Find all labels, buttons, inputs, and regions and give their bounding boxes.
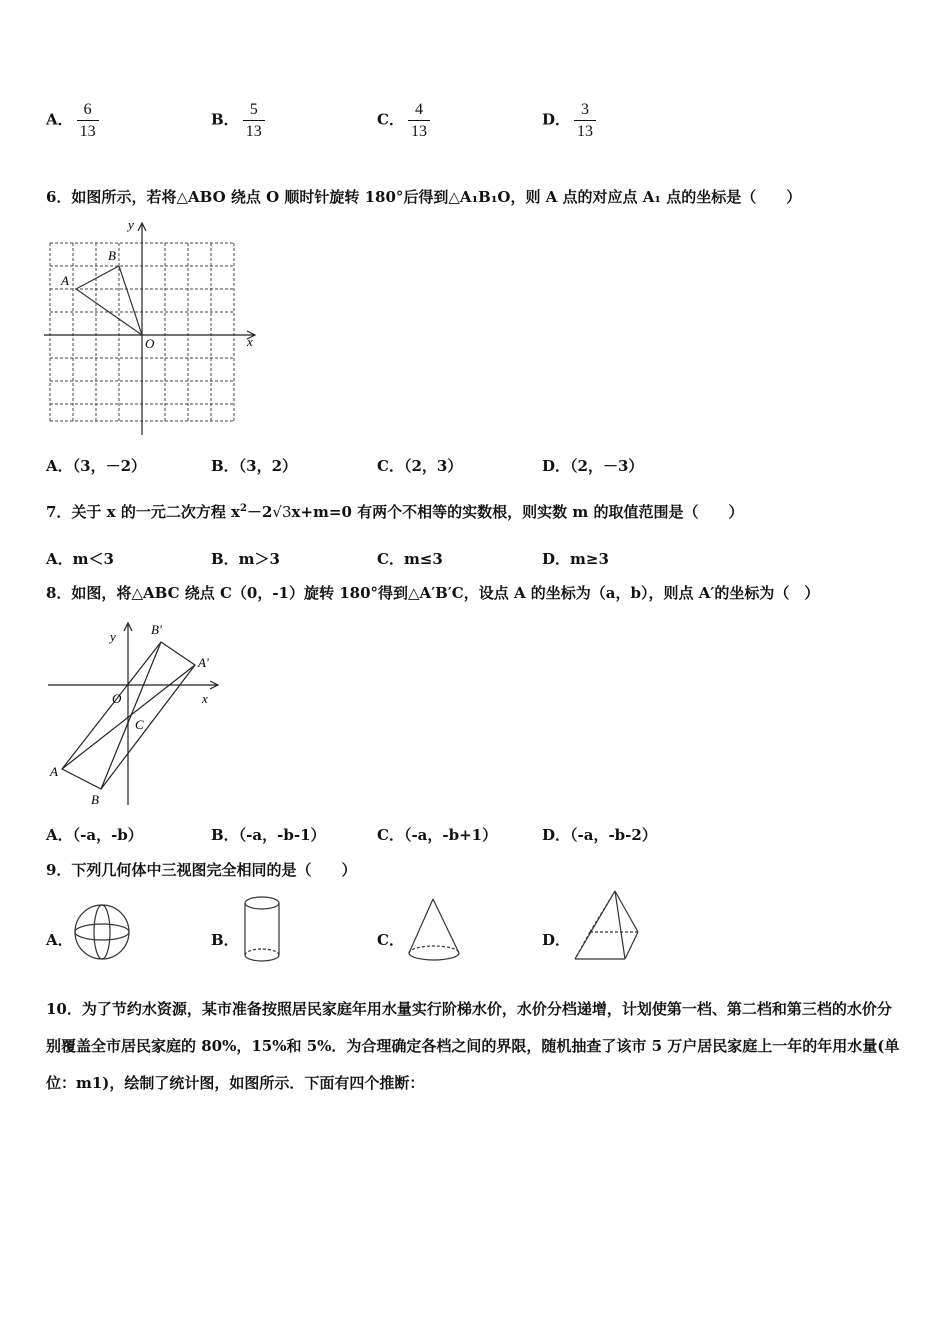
q8-option-b: B．（-a，-b-1） bbox=[211, 826, 326, 844]
q10-text: 10．为了节约水资源，某市准备按照居民家庭年用水量实行阶梯水价，水价分档递增，计划使第一档、第二档和第三档的水价分别覆盖全市居民家庭的 80%，15%和 5%．为合理确定各档之间的界限，随机抽查了该市 5 万户居民家庭上一年的年用水量(单位：m1)，绘制了统计图，如图所示．下面有四个推断： bbox=[46, 1000, 900, 1092]
q5-option-a: A． $\frac{6}{13}$ bbox=[46, 100, 99, 141]
q7-option-d: D．m≥3 bbox=[542, 550, 609, 568]
q6-grid-figure bbox=[40, 215, 265, 440]
q7-radical: √3 bbox=[272, 503, 292, 521]
q6-point-a-label: A bbox=[61, 273, 69, 288]
q6-axis-y-label: y bbox=[128, 217, 134, 232]
q5-option-d: D． $\frac{3}{13}$ bbox=[542, 100, 596, 141]
q8-point-b-prime-label: B' bbox=[151, 622, 162, 637]
q7-option-b: B．m＞3 bbox=[211, 550, 280, 568]
cone-icon bbox=[405, 895, 465, 965]
q5-option-b: B． $\frac{5}{13}$ bbox=[211, 100, 265, 141]
q5-option-c: C． $\frac{4}{13}$ bbox=[377, 100, 430, 141]
q6-stem: 6．如图所示，若将△ABO 绕点 O 顺时针旋转 180°后得到△A₁B₁O，则 A 点的对应点 A₁ 点的坐标是（ ） bbox=[46, 188, 802, 206]
pyramid-icon bbox=[570, 887, 645, 965]
q8-point-b-label: B bbox=[91, 792, 99, 807]
q6-point-b-label: B bbox=[108, 248, 116, 263]
cylinder-icon bbox=[240, 893, 285, 965]
q8-axis-y-label: y bbox=[110, 629, 116, 644]
sphere-icon bbox=[72, 900, 132, 965]
q8-point-a-label: A bbox=[50, 764, 58, 779]
q9-option-b: B． bbox=[211, 931, 239, 949]
q9-stem: 9．下列几何体中三视图完全相同的是（ ） bbox=[46, 861, 357, 879]
q9-option-d: D． bbox=[542, 931, 571, 949]
q8-origin-label: O bbox=[112, 691, 122, 706]
q7-option-c: C．m≤3 bbox=[377, 550, 443, 568]
q9-option-c: C． bbox=[377, 931, 404, 949]
q8-option-d: D．（-a，-b-2） bbox=[542, 826, 657, 844]
q8-stem: 8．如图，将△ABC 绕点 C（0，-1）旋转 180°得到△A′B′C，设点 A 的坐标为（a，b），则点 A′的坐标为（ ） bbox=[46, 584, 820, 602]
q6-option-d: D．（2，－3） bbox=[542, 457, 644, 475]
q9-option-a: A． bbox=[46, 931, 73, 949]
q6-option-a: A．（3，－2） bbox=[46, 457, 147, 475]
q6-option-b: B．（3，2） bbox=[211, 457, 298, 475]
q6-origin-label: O bbox=[145, 336, 155, 351]
q7-option-a: A．m＜3 bbox=[46, 550, 114, 568]
q8-axis-x-label: x bbox=[202, 691, 208, 706]
q8-option-c: C．（-a，-b+1） bbox=[377, 826, 498, 844]
q6-axis-x-label: x bbox=[247, 334, 253, 349]
q8-option-a: A．（-a，-b） bbox=[46, 826, 143, 844]
q6-option-c: C．（2，3） bbox=[377, 457, 463, 475]
q8-point-c-label: C bbox=[135, 717, 144, 732]
q8-point-a-prime-label: A' bbox=[198, 655, 209, 670]
q8-rotation-figure bbox=[40, 615, 230, 815]
q7-stem: 7．关于 x 的一元二次方程 $x^2-2√3x+m=0$ 有两个不相等的实数根，则实数 m 的取值范围是（ ） bbox=[46, 503, 744, 521]
